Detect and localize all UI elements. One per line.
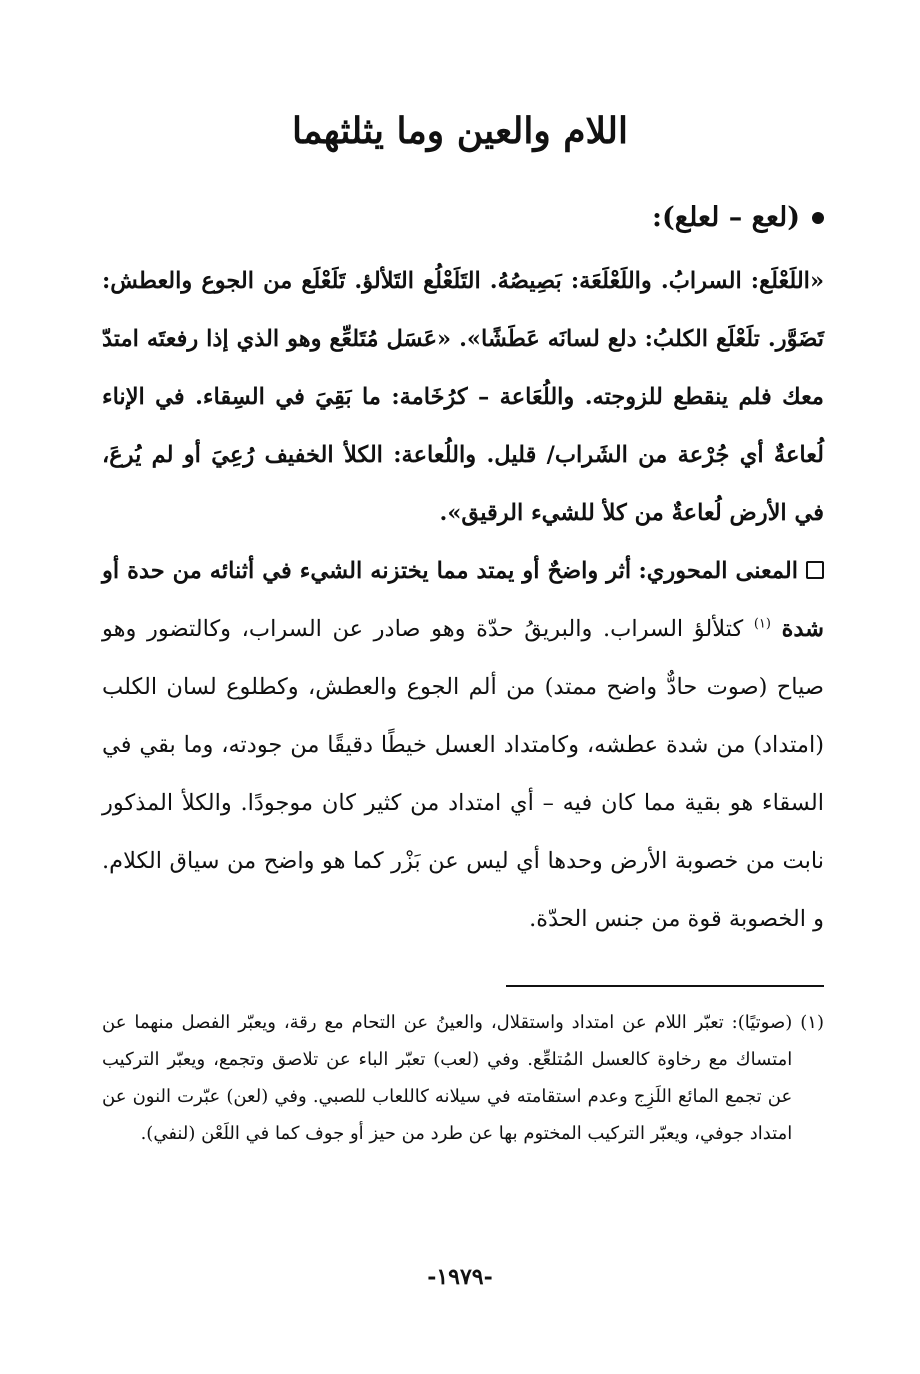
footnote-reference[interactable]: (١) [753,616,771,632]
core-meaning-lead: أثر واضحٌ أو يمتد مما يختزنه الشيء في أثنائه من حدة أو شدة [102,558,825,642]
footnote [102,1004,824,1152]
entry-heading-text: (لعع – لعلع): [652,202,800,233]
page-number: -١٩٧٩- [427,1264,493,1290]
core-meaning-paragraph [102,542,824,948]
square-marker-icon [806,561,824,579]
bullet-icon [812,212,824,224]
chapter-title: اللام والعين وما يثلثهما [291,110,628,152]
core-meaning-label: المعنى المحوري: [638,558,798,584]
lexicon-quotation: «اللَعْلَع: السرابُ. واللَعْلَعَة: بَصِيصُهُ. التَلَعْلُع التَلألؤ. تَلَعْلَع من الجوع والعطش: تَضَوَّر. تلَعْلَع الكلبُ: دلع لسانَه عَطَشًا». «عَسَل مُتَلعِّع وهو الذي إذا رفعتَه امتدّ معك فلم ينقطع للزوجته. واللُعَاعة – كرُخَامة: ما بَقِيَ في السِقاء. في الإناء لُعاعةٌ أي جُرْعة من الشَراب/ قليل. واللُعاعة: الكلأ الخفيف رُعِيَ أو لم يُرعَ، في الأرض لُعاعةٌ من كلأ للشيء الرقيق». [102,268,825,526]
entry-heading [652,202,824,233]
footnote-divider [506,985,824,987]
footnote-number: (١) [800,1012,824,1033]
entry-body [102,252,824,948]
footnote-text: (صوتيًا): تعبّر اللام عن امتداد واستقلال، والعينُ عن التحام مع رقة، ويعبّر الفصل منهما عن امتساك مع رخاوة كالعسل المُتلعِّع. وفي (لعب) تعبّر الباء عن تلاصق وتجمع، ويعبّر التركيب عن تجمع المائع اللَزِج وعدم استقامته في سيلانه كاللعاب للصبي. وفي (لعن) عبّرت النون عن امتداد جوفي، ويعبّر التركيب المختوم بها عن طرد من حيز أو جوف كما في اللَعْن (لنفي). [102,1012,793,1144]
core-meaning-body: كتلألؤ السراب. والبريقُ حدّة وهو صادر عن السراب، وكالتضور وهو صياح (صوت حادٌّ واضح ممتد) من ألم الجوع والعطش، وكطلوع لسان الكلب (امتداد) من شدة عطشه، وكامتداد العسل خيطًا دقيقًا من جودته، وما بقي في السقاء هو بقية مما كان فيه – أي امتداد من كثير كان موجودًا. والكلأ المذكور نابت من خصوبة الأرض وحدها أي ليس عن بَزْر كما هو واضح من سياق الكلام. و الخصوبة قوة من جنس الحدّة. [102,616,824,932]
